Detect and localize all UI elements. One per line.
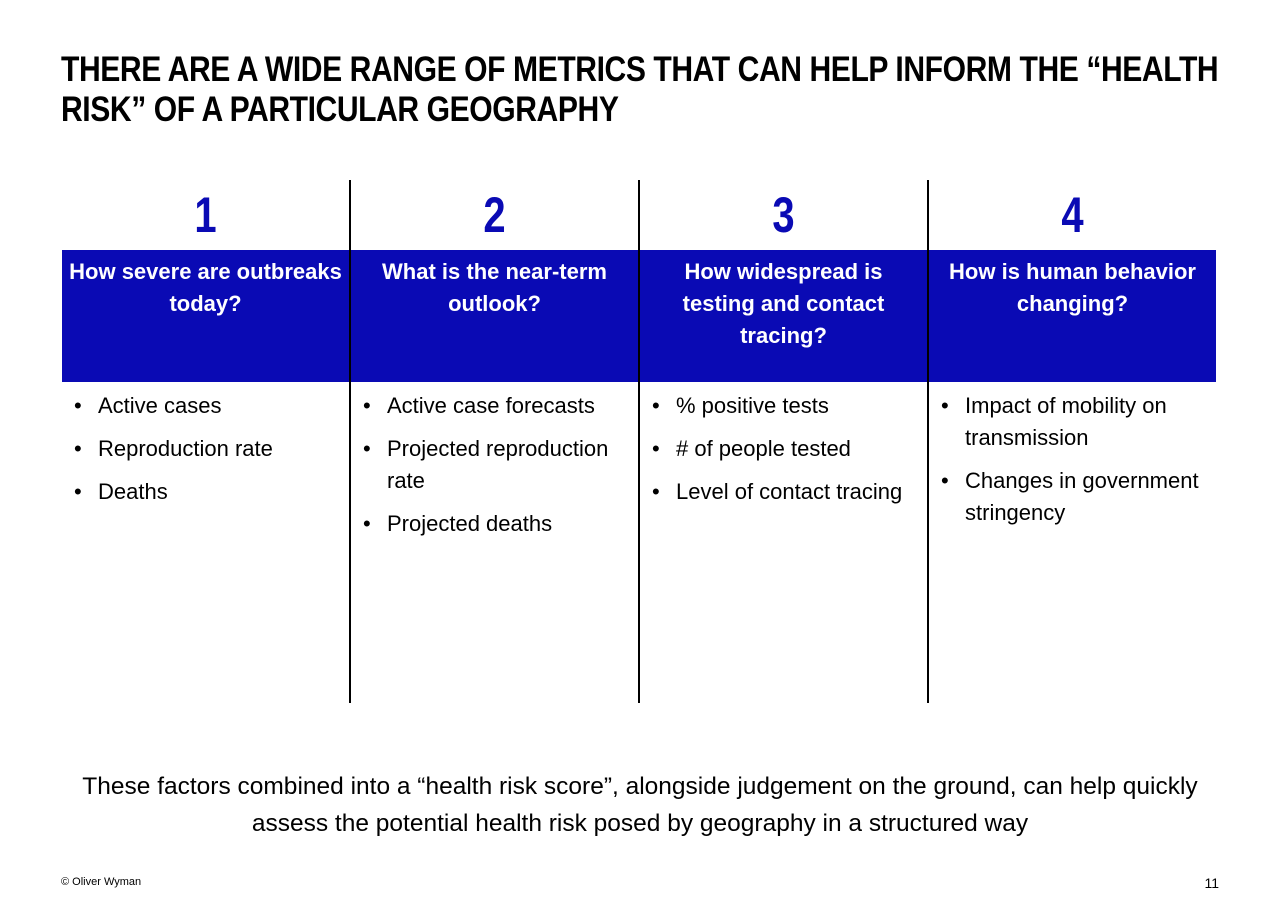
metric-list — [929, 382, 1216, 540]
bullet-icon: • — [941, 393, 949, 418]
bullet-icon: • — [363, 436, 371, 461]
column-number: 1 — [194, 187, 217, 243]
column-3 — [640, 180, 929, 703]
page-number: 11 — [1204, 875, 1219, 891]
column-header: How is human behavior changing? — [929, 250, 1216, 382]
summary-text: These factors combined into a “health risk score”, alongside judgement on the ground, can help quickly assess the potential health risk posed by geography in a structured way — [82, 773, 1198, 837]
column-1 — [62, 180, 351, 703]
bullet-icon: • — [74, 436, 82, 461]
slide-title: THERE ARE A WIDE RANGE OF METRICS THAT CAN HELP INFORM THE “HEALTH RISK” OF A PARTICULAR GEOGRAPHY — [61, 50, 1219, 129]
bullet-icon: • — [652, 393, 660, 418]
column-number: 2 — [483, 187, 506, 243]
column-header: How widespread is testing and contact tracing? — [640, 250, 927, 382]
column-2 — [351, 180, 640, 703]
bullet-icon: • — [363, 393, 371, 418]
bullet-icon: • — [363, 511, 371, 536]
metric-item: • Active case forecasts — [361, 390, 630, 422]
bullet-icon: • — [74, 479, 82, 504]
column-4 — [929, 180, 1216, 703]
column-header: How severe are outbreaks today? — [62, 250, 349, 382]
column-number: 3 — [772, 187, 795, 243]
copyright-notice: © Oliver Wyman — [61, 876, 142, 888]
metric-list — [62, 382, 349, 519]
bullet-icon: • — [652, 479, 660, 504]
metric-item: • Level of contact tracing — [650, 476, 919, 508]
metric-item: • Changes in government stringency — [939, 465, 1208, 529]
metric-item: • Projected reproduction rate — [361, 433, 630, 497]
metric-list — [640, 382, 927, 519]
metric-item: • Active cases — [72, 390, 341, 422]
metrics-columns — [62, 180, 1216, 703]
metric-item: • Reproduction rate — [72, 433, 341, 465]
column-header: What is the near-term outlook? — [351, 250, 638, 382]
metric-item: • % positive tests — [650, 390, 919, 422]
metric-item: • Projected deaths — [361, 508, 630, 540]
bullet-icon: • — [652, 436, 660, 461]
metric-list — [351, 382, 638, 551]
bullet-icon: • — [941, 468, 949, 493]
column-number: 4 — [1061, 187, 1084, 243]
metric-item: • Deaths — [72, 476, 341, 508]
metric-item: • # of people tested — [650, 433, 919, 465]
metric-item: • Impact of mobility on transmission — [939, 390, 1208, 454]
bullet-icon: • — [74, 393, 82, 418]
